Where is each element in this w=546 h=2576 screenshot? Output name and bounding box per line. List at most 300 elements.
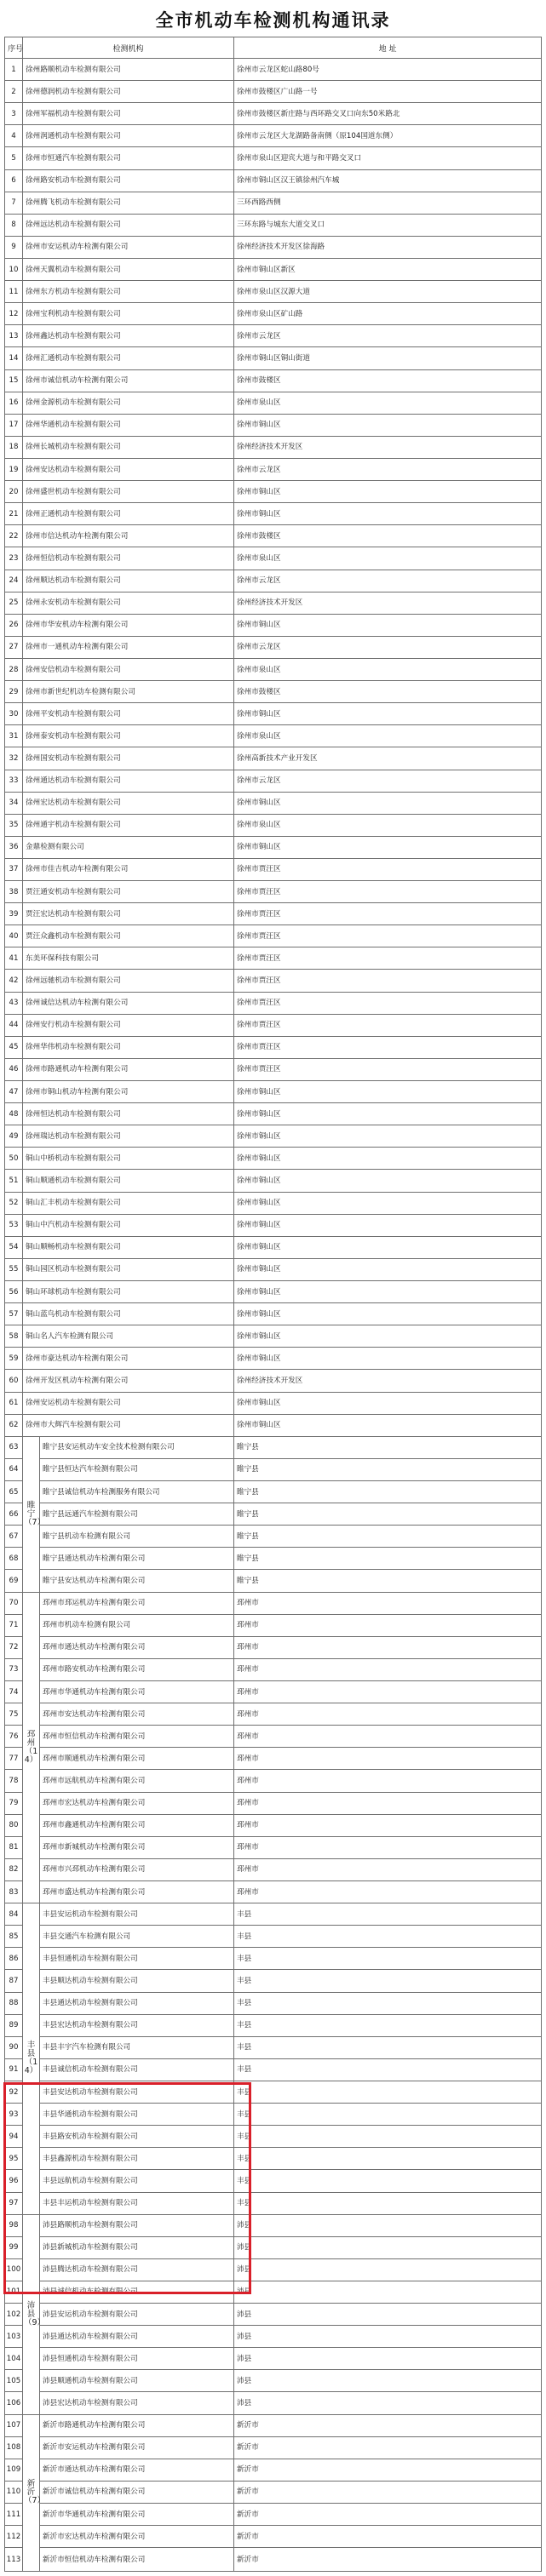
cell-org: 徐州安行机动车检测有限公司 <box>23 1014 234 1036</box>
cell-addr: 邳州市 <box>234 1748 542 1770</box>
cell-org: 邳州市路安机动车检测有限公司 <box>40 1658 234 1680</box>
table-row <box>5 1258 542 1280</box>
cell-addr: 徐州市铜山区 <box>234 836 542 858</box>
cell-addr: 新沂市 <box>234 2414 542 2436</box>
cell-addr: 丰县 <box>234 2104 542 2126</box>
cell-seq: 3 <box>5 103 23 125</box>
cell-seq: 11 <box>5 281 23 303</box>
cell-seq: 9 <box>5 236 23 258</box>
table-row <box>5 925 542 947</box>
cell-addr: 徐州经济技术开发区 <box>234 592 542 614</box>
cell-addr: 徐州市铜山区 <box>234 1214 542 1236</box>
cell-org: 徐州安信机动车检测有限公司 <box>23 658 234 680</box>
cell-org: 丰县恒通机动车检测有限公司 <box>40 1948 234 1970</box>
cell-addr: 丰县 <box>234 2058 542 2081</box>
cell-addr: 邳州市 <box>234 1836 542 1858</box>
table-row <box>5 1103 542 1125</box>
cell-addr: 徐州市贾汪区 <box>234 1014 542 1036</box>
cell-org: 丰县华通机动车检测有限公司 <box>40 2104 234 2126</box>
cell-seq: 106 <box>5 2392 23 2414</box>
table-row <box>5 836 542 858</box>
table-row <box>5 258 542 280</box>
cell-org: 徐州路安机动车检测有限公司 <box>23 169 234 192</box>
cell-addr: 新沂市 <box>234 2459 542 2481</box>
table-row <box>5 1481 542 1503</box>
cell-org: 徐州路顺机动车检测有限公司 <box>23 59 234 81</box>
cell-seq: 102 <box>5 2304 23 2326</box>
cell-addr: 丰县 <box>234 1970 542 1992</box>
cell-seq: 21 <box>5 503 23 525</box>
cell-addr: 徐州市铜山区 <box>234 1236 542 1258</box>
cell-seq: 77 <box>5 1748 23 1770</box>
table-row <box>5 1370 542 1392</box>
cell-org: 徐州远达机动车检测有限公司 <box>23 214 234 236</box>
table-row <box>5 1658 542 1680</box>
table-row <box>5 281 542 303</box>
cell-seq: 69 <box>5 1570 23 1592</box>
table-row <box>5 458 542 480</box>
cell-org: 丰县丰运机动车检测有限公司 <box>40 2192 234 2214</box>
header-org: 检测机构 <box>23 37 234 59</box>
cell-org: 徐州宏达机动车检测有限公司 <box>23 792 234 814</box>
table-row <box>5 547 542 570</box>
cell-addr: 徐州市鼓楼区广山路一号 <box>234 81 542 103</box>
table-row <box>5 2481 542 2503</box>
table-row <box>5 614 542 636</box>
cell-org: 徐州瑞达机动车检测有限公司 <box>23 1125 234 1148</box>
table-row <box>5 1458 542 1480</box>
table-row <box>5 881 542 903</box>
table-row <box>5 2370 542 2392</box>
cell-seq: 59 <box>5 1348 23 1370</box>
cell-org: 徐州恒信机动车检测有限公司 <box>23 547 234 570</box>
cell-seq: 4 <box>5 125 23 147</box>
cell-addr: 沛县 <box>234 2370 542 2392</box>
table-row <box>5 658 542 680</box>
cell-seq: 73 <box>5 1658 23 1680</box>
table-row <box>5 59 542 81</box>
table-row <box>5 392 542 414</box>
cell-seq: 40 <box>5 925 23 947</box>
cell-addr: 丰县 <box>234 1903 542 1926</box>
table-row <box>5 1526 542 1548</box>
table-row <box>5 1414 542 1436</box>
table-row <box>5 147 542 169</box>
cell-seq: 54 <box>5 1236 23 1258</box>
cell-area: 沛县（9） <box>23 2214 40 2414</box>
cell-org: 铜山顺畅机动车检测有限公司 <box>23 1236 234 1258</box>
cell-seq: 67 <box>5 1526 23 1548</box>
cell-addr: 徐州市贾汪区 <box>234 992 542 1014</box>
table-row <box>5 1858 542 1880</box>
table-row <box>5 992 542 1014</box>
cell-addr: 徐州市贾汪区 <box>234 925 542 947</box>
cell-org: 徐州远驰机动车检测有限公司 <box>23 970 234 992</box>
cell-seq: 18 <box>5 436 23 458</box>
cell-addr: 徐州市铜山区新区 <box>234 258 542 280</box>
cell-seq: 75 <box>5 1703 23 1726</box>
cell-org: 铜山蓝鸟机动车检测有限公司 <box>23 1303 234 1325</box>
cell-org: 徐州汇通机动车检测有限公司 <box>23 347 234 369</box>
cell-seq: 91 <box>5 2058 23 2081</box>
cell-seq: 49 <box>5 1125 23 1148</box>
cell-org: 新沂市路通机动车检测有限公司 <box>40 2414 234 2436</box>
cell-addr: 邳州市 <box>234 1614 542 1636</box>
cell-seq: 103 <box>5 2326 23 2348</box>
cell-seq: 98 <box>5 2214 23 2236</box>
cell-seq: 2 <box>5 81 23 103</box>
cell-seq: 50 <box>5 1148 23 1170</box>
cell-org: 徐州安达机动车检测有限公司 <box>23 458 234 480</box>
cell-addr: 徐州市铜山区汉王镇徐州汽车城 <box>234 169 542 192</box>
cell-seq: 46 <box>5 1058 23 1080</box>
cell-org: 丰县丰宇汽车检测有限公司 <box>40 2036 234 2058</box>
cell-addr: 睢宁县 <box>234 1436 542 1458</box>
cell-seq: 36 <box>5 836 23 858</box>
cell-org: 徐州华通机动车检测有限公司 <box>23 414 234 436</box>
table-row <box>5 814 542 836</box>
table-row <box>5 2214 542 2236</box>
cell-seq: 25 <box>5 592 23 614</box>
table-row <box>5 2104 542 2126</box>
table-row <box>5 747 542 770</box>
cell-addr: 徐州市贾汪区 <box>234 1036 542 1058</box>
cell-area: 睢宁（7） <box>23 1436 40 1592</box>
table-row <box>5 2258 542 2281</box>
cell-org: 新沂市诚信机动车检测有限公司 <box>40 2481 234 2503</box>
cell-org: 丰县鑫源机动车检测有限公司 <box>40 2148 234 2170</box>
cell-addr: 徐州市铜山区 <box>234 414 542 436</box>
cell-area: 丰县（14） <box>23 1903 40 2215</box>
cell-org: 徐州金源机动车检测有限公司 <box>23 392 234 414</box>
cell-seq: 47 <box>5 1081 23 1103</box>
cell-seq: 82 <box>5 1858 23 1880</box>
cell-addr: 徐州市贾汪区 <box>234 1058 542 1080</box>
table-row <box>5 103 542 125</box>
cell-seq: 5 <box>5 147 23 169</box>
cell-org: 新沂市通达机动车检测有限公司 <box>40 2459 234 2481</box>
cell-addr: 丰县 <box>234 2192 542 2214</box>
cell-org: 邳州市机动车检测有限公司 <box>40 1614 234 1636</box>
cell-addr: 徐州市铜山区 <box>234 1392 542 1414</box>
cell-addr: 徐州市鼓楼区新庄路与西环路交叉口向东50米路北 <box>234 103 542 125</box>
table-row <box>5 2326 542 2348</box>
cell-seq: 88 <box>5 1992 23 2014</box>
cell-addr: 邳州市 <box>234 1792 542 1814</box>
cell-addr: 邳州市 <box>234 1658 542 1680</box>
cell-seq: 14 <box>5 347 23 369</box>
cell-addr: 徐州市贾汪区 <box>234 903 542 925</box>
cell-addr: 睢宁县 <box>234 1503 542 1526</box>
cell-addr: 徐州市铜山区 <box>234 1325 542 1348</box>
cell-addr: 沛县 <box>234 2258 542 2281</box>
cell-addr: 徐州市泉山区 <box>234 392 542 414</box>
table-row <box>5 436 542 458</box>
cell-addr: 睢宁县 <box>234 1481 542 1503</box>
table-row <box>5 192 542 214</box>
cell-seq: 90 <box>5 2036 23 2058</box>
table-row <box>5 2548 542 2572</box>
cell-org: 徐州长城机动车检测有限公司 <box>23 436 234 458</box>
cell-seq: 68 <box>5 1548 23 1570</box>
cell-seq: 64 <box>5 1458 23 1480</box>
cell-org: 丰县安达机动车检测有限公司 <box>40 2081 234 2103</box>
cell-addr: 徐州市贾汪区 <box>234 947 542 970</box>
cell-addr: 徐州高新技术产业开发区 <box>234 747 542 770</box>
cell-seq: 70 <box>5 1592 23 1614</box>
cell-org: 贾汪众鑫机动车检测有限公司 <box>23 925 234 947</box>
cell-addr: 徐州市云龙区 <box>234 636 542 658</box>
cell-org: 沛县通达机动车检测有限公司 <box>40 2326 234 2348</box>
table-row <box>5 81 542 103</box>
cell-seq: 95 <box>5 2148 23 2170</box>
table-row <box>5 1926 542 1948</box>
cell-addr: 徐州市铜山区 <box>234 703 542 725</box>
cell-org: 铜山环球机动车检测有限公司 <box>23 1281 234 1303</box>
cell-seq: 97 <box>5 2192 23 2214</box>
table-row <box>5 1303 542 1325</box>
cell-seq: 17 <box>5 414 23 436</box>
cell-seq: 60 <box>5 1370 23 1392</box>
table-row <box>5 1592 542 1614</box>
table-row <box>5 592 542 614</box>
cell-seq: 62 <box>5 1414 23 1436</box>
cell-org: 丰县宏达机动车检测有限公司 <box>40 2014 234 2036</box>
cell-seq: 111 <box>5 2504 23 2526</box>
cell-org: 邳州市顺通机动车检测有限公司 <box>40 1748 234 1770</box>
cell-seq: 22 <box>5 525 23 547</box>
cell-addr: 沛县 <box>234 2304 542 2326</box>
cell-org: 沛县恒通机动车检测有限公司 <box>40 2348 234 2370</box>
cell-seq: 71 <box>5 1614 23 1636</box>
cell-addr: 徐州市云龙区 <box>234 770 542 792</box>
table-row <box>5 2348 542 2370</box>
cell-org: 铜山名人汽车检测有限公司 <box>23 1325 234 1348</box>
cell-seq: 53 <box>5 1214 23 1236</box>
table-row <box>5 525 542 547</box>
cell-seq: 83 <box>5 1880 23 1903</box>
table-row <box>5 1703 542 1726</box>
cell-org: 沛县安运机动车检测有限公司 <box>40 2304 234 2326</box>
table-row <box>5 347 542 369</box>
cell-seq: 35 <box>5 814 23 836</box>
cell-seq: 65 <box>5 1481 23 1503</box>
cell-org: 铜山顺通机动车检测有限公司 <box>23 1170 234 1192</box>
cell-addr: 睢宁县 <box>234 1526 542 1548</box>
cell-seq: 10 <box>5 258 23 280</box>
cell-org: 邳州市兴邳机动车检测有限公司 <box>40 1858 234 1880</box>
table-row <box>5 2436 542 2459</box>
table-row <box>5 2148 542 2170</box>
cell-addr: 邳州市 <box>234 1592 542 1614</box>
cell-addr: 新沂市 <box>234 2504 542 2526</box>
header-addr: 地 址 <box>234 37 542 59</box>
cell-addr: 丰县 <box>234 2014 542 2036</box>
table-row <box>5 1836 542 1858</box>
table-row <box>5 1503 542 1526</box>
cell-org: 丰县交通汽车检测有限公司 <box>40 1926 234 1948</box>
cell-org: 东美环保科技有限公司 <box>23 947 234 970</box>
cell-seq: 34 <box>5 792 23 814</box>
cell-seq: 39 <box>5 903 23 925</box>
table-row <box>5 503 542 525</box>
cell-seq: 37 <box>5 858 23 880</box>
cell-seq: 12 <box>5 303 23 325</box>
cell-seq: 108 <box>5 2436 23 2459</box>
table-row <box>5 2036 542 2058</box>
cell-seq: 93 <box>5 2104 23 2126</box>
cell-seq: 26 <box>5 614 23 636</box>
page-title: 全市机动车检测机构通讯录 <box>155 9 391 31</box>
cell-seq: 76 <box>5 1726 23 1748</box>
cell-org: 徐州市信达机动车检测有限公司 <box>23 525 234 547</box>
cell-addr: 丰县 <box>234 2081 542 2103</box>
cell-addr: 徐州市铜山区 <box>234 1081 542 1103</box>
cell-seq: 24 <box>5 570 23 592</box>
cell-org: 睢宁县通达机动车检测有限公司 <box>40 1548 234 1570</box>
cell-org: 徐州市新世纪机动车检测有限公司 <box>23 681 234 703</box>
table-row <box>5 681 542 703</box>
cell-addr: 沛县 <box>234 2236 542 2258</box>
cell-seq: 1 <box>5 59 23 81</box>
cell-org: 铜山中桥机动车检测有限公司 <box>23 1148 234 1170</box>
cell-org: 徐州市诚信机动车检测有限公司 <box>23 369 234 392</box>
cell-addr: 徐州市泉山区 <box>234 814 542 836</box>
table-row <box>5 2236 542 2258</box>
cell-addr: 邳州市 <box>234 1770 542 1792</box>
cell-seq: 19 <box>5 458 23 480</box>
cell-org: 邳州市邳运机动车检测有限公司 <box>40 1592 234 1614</box>
table-row <box>5 903 542 925</box>
cell-org: 徐州天翼机动车检测有限公司 <box>23 258 234 280</box>
cell-addr: 徐州市泉山区矿山路 <box>234 303 542 325</box>
cell-org: 睢宁县安运机动车安全技术检测有限公司 <box>40 1436 234 1458</box>
cell-org: 邳州市宏达机动车检测有限公司 <box>40 1792 234 1814</box>
table-row <box>5 947 542 970</box>
cell-addr: 新沂市 <box>234 2436 542 2459</box>
cell-addr: 丰县 <box>234 2148 542 2170</box>
cell-org: 徐州市豪达机动车检测有限公司 <box>23 1348 234 1370</box>
cell-addr: 徐州市贾汪区 <box>234 970 542 992</box>
cell-seq: 28 <box>5 658 23 680</box>
cell-seq: 104 <box>5 2348 23 2370</box>
cell-addr: 徐州市云龙区 <box>234 570 542 592</box>
cell-seq: 81 <box>5 1836 23 1858</box>
cell-org: 丰县安运机动车检测有限公司 <box>40 1903 234 1926</box>
table-row <box>5 2014 542 2036</box>
table-row <box>5 2526 542 2548</box>
cell-seq: 44 <box>5 1014 23 1036</box>
table-row <box>5 1614 542 1636</box>
cell-org: 邳州市通达机动车检测有限公司 <box>40 1636 234 1658</box>
cell-org: 丰县远航机动车检测有限公司 <box>40 2170 234 2192</box>
table-row <box>5 1992 542 2014</box>
cell-seq: 72 <box>5 1636 23 1658</box>
table-row <box>5 2192 542 2214</box>
table-row <box>5 1148 542 1170</box>
cell-org: 金鼎检测有限公司 <box>23 836 234 858</box>
cell-seq: 99 <box>5 2236 23 2258</box>
cell-org: 徐州德润机动车检测有限公司 <box>23 81 234 103</box>
cell-addr: 徐州市贾汪区 <box>234 858 542 880</box>
cell-addr: 沛县 <box>234 2392 542 2414</box>
table-row <box>5 970 542 992</box>
cell-seq: 80 <box>5 1814 23 1836</box>
cell-addr: 新沂市 <box>234 2526 542 2548</box>
cell-org: 徐州东方机动车检测有限公司 <box>23 281 234 303</box>
cell-org: 邳州市新城机动车检测有限公司 <box>40 1836 234 1858</box>
table-row <box>5 1748 542 1770</box>
cell-org: 丰县路安机动车检测有限公司 <box>40 2126 234 2148</box>
cell-seq: 100 <box>5 2258 23 2281</box>
cell-addr: 徐州市铜山区 <box>234 1125 542 1148</box>
cell-org: 新沂市安运机动车检测有限公司 <box>40 2436 234 2459</box>
cell-seq: 51 <box>5 1170 23 1192</box>
cell-addr: 丰县 <box>234 2036 542 2058</box>
table-row <box>5 1192 542 1214</box>
table-row <box>5 1792 542 1814</box>
cell-seq: 113 <box>5 2548 23 2572</box>
table-row <box>5 770 542 792</box>
table-row <box>5 2081 542 2103</box>
cell-addr: 丰县 <box>234 2126 542 2148</box>
table-row <box>5 2504 542 2526</box>
cell-org: 徐州恒达机动车检测有限公司 <box>23 1103 234 1125</box>
cell-addr: 三环东路与城东大道交叉口 <box>234 214 542 236</box>
table-row <box>5 725 542 747</box>
cell-addr: 徐州市泉山区 <box>234 547 542 570</box>
cell-seq: 6 <box>5 169 23 192</box>
header-seq: 序号 <box>5 37 23 59</box>
cell-addr: 徐州市贾汪区 <box>234 881 542 903</box>
cell-addr: 邳州市 <box>234 1880 542 1903</box>
cell-addr: 邳州市 <box>234 1858 542 1880</box>
table-row <box>5 1281 542 1303</box>
cell-seq: 7 <box>5 192 23 214</box>
cell-seq: 27 <box>5 636 23 658</box>
cell-org: 邳州市安达机动车检测有限公司 <box>40 1703 234 1726</box>
cell-seq: 43 <box>5 992 23 1014</box>
cell-org: 铜山中汽机动车检测有限公司 <box>23 1214 234 1236</box>
cell-org: 徐州市铜山机动车检测有限公司 <box>23 1081 234 1103</box>
table-row <box>5 858 542 880</box>
cell-addr: 徐州市云龙区大龙湖路备南侧（原104国道东侧） <box>234 125 542 147</box>
cell-seq: 31 <box>5 725 23 747</box>
table-row <box>5 1170 542 1192</box>
cell-seq: 42 <box>5 970 23 992</box>
cell-seq: 57 <box>5 1303 23 1325</box>
cell-org: 徐州市一通机动车检测有限公司 <box>23 636 234 658</box>
table-row <box>5 1948 542 1970</box>
cell-seq: 63 <box>5 1436 23 1458</box>
table-row <box>5 369 542 392</box>
cell-seq: 20 <box>5 481 23 503</box>
cell-seq: 66 <box>5 1503 23 1526</box>
table-row <box>5 169 542 192</box>
cell-seq: 52 <box>5 1192 23 1214</box>
cell-org: 睢宁县恒达汽车检测有限公司 <box>40 1458 234 1480</box>
cell-org: 徐州市佳吉机动车检测有限公司 <box>23 858 234 880</box>
cell-seq: 85 <box>5 1926 23 1948</box>
table-row <box>5 481 542 503</box>
cell-seq: 16 <box>5 392 23 414</box>
cell-seq: 78 <box>5 1770 23 1792</box>
table-row <box>5 2392 542 2414</box>
table-row <box>5 1636 542 1658</box>
cell-addr: 徐州市铜山区 <box>234 1348 542 1370</box>
cell-seq: 45 <box>5 1036 23 1058</box>
cell-seq: 94 <box>5 2126 23 2148</box>
